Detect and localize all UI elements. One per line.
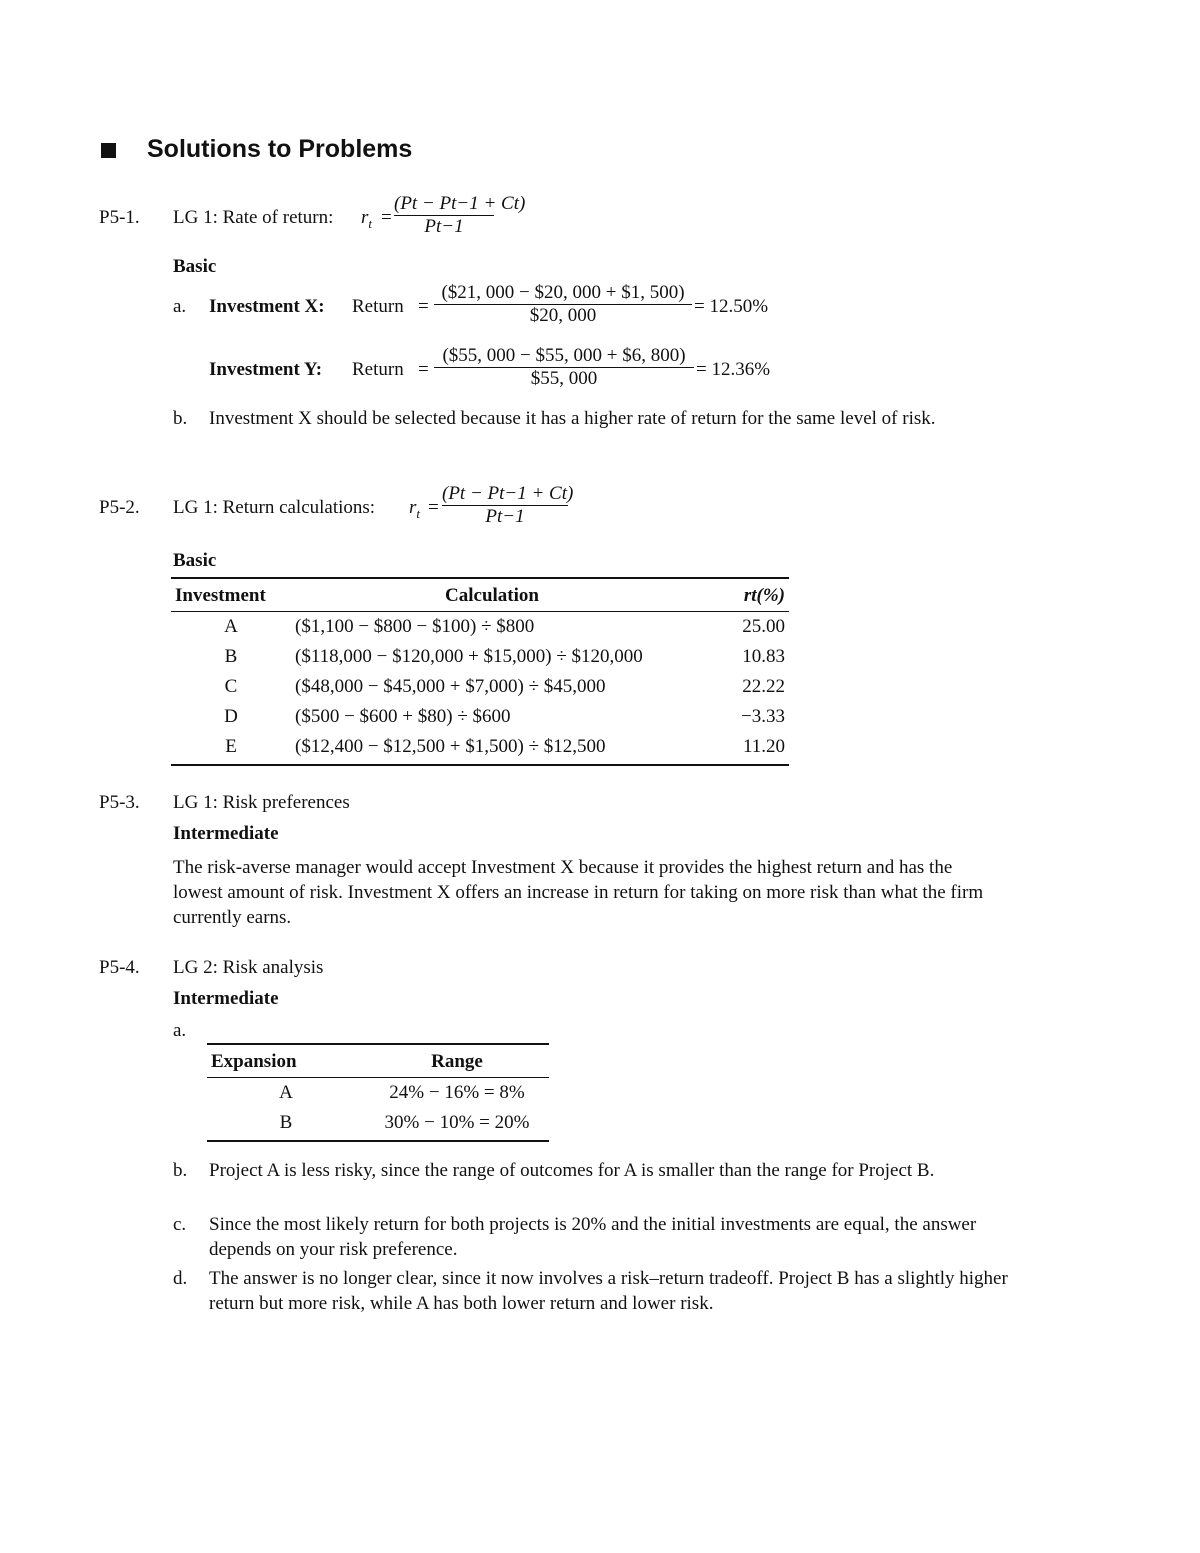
cell-investment: D [224, 705, 238, 727]
header-expansion: Expansion [207, 1044, 365, 1078]
problem-label-p5-4: P5-4. [99, 957, 140, 978]
table-header-row [171, 578, 789, 612]
item-label-a: a. [173, 296, 187, 317]
investment-x-label: Investment X: [209, 296, 325, 317]
item-label-b: b. [173, 408, 188, 429]
cell-return: 25.00 [742, 615, 785, 637]
cell-return: 10.83 [742, 645, 785, 667]
cell-investment: A [224, 615, 238, 637]
problem-label-p5-3: P5-3. [99, 792, 140, 813]
formula-numerator: (Pt − Pt−1 + Ct) [394, 193, 526, 214]
cell-investment: C [224, 675, 238, 697]
investment-y-label: Investment Y: [209, 359, 323, 380]
returns-table [171, 577, 789, 766]
return-word: Return [352, 296, 404, 317]
item-label-a: a. [173, 1020, 187, 1041]
item-label-c: c. [173, 1214, 187, 1235]
formula-fraction [394, 193, 526, 238]
cell-return: 11.20 [742, 735, 785, 757]
item-text-c: Since the most likely return for both projects is 20% and the initial investments are equal, the answer depends on your risk preference. [209, 1214, 977, 1260]
cell-calculation: ($12,400 − $12,500 + $1,500) ÷ $12,500 [295, 735, 606, 757]
p5-3-answer-text: The risk-averse manager would accept Investment X because it provides the highest return and has the lowest amount of risk. Investment X offers an increase in return for taking on more risk than what the firm currently earns. [173, 857, 984, 928]
item-text-b: Investment X should be selected because it has a higher rate of return for the same level of risk. [209, 408, 936, 429]
cell-calculation: ($48,000 − $45,000 + $7,000) ÷ $45,000 [295, 675, 606, 697]
investment-x-result: = 12.50% [694, 296, 769, 317]
table-row [207, 1108, 549, 1141]
return-word: Return [352, 359, 404, 380]
formula-equals: = [381, 207, 392, 228]
investment-x-denominator: $20, 000 [529, 305, 597, 326]
cell-investment: E [225, 735, 237, 757]
investment-y-result: = 12.36% [696, 359, 771, 380]
heading-bullet-icon [101, 142, 116, 164]
range-table [207, 1043, 549, 1142]
table-row [171, 702, 789, 732]
cell-investment: B [224, 645, 238, 667]
item-text-d: The answer is no longer clear, since it now involves a risk–return tradeoff. Project B has a slightly higher return but more risk, while A has both lower return and lower risk. [209, 1268, 1008, 1314]
problem-title-p5-3: LG 1: Risk preferences [173, 792, 350, 813]
problem-title-p5-1: LG 1: Rate of return: [173, 207, 334, 228]
header-investment: Investment [171, 578, 291, 612]
formula-fraction [442, 483, 574, 528]
formula-denominator: Pt−1 [424, 216, 464, 237]
level-label: Basic [173, 550, 217, 571]
item-label-d: d. [173, 1268, 188, 1289]
item-text-b: Project A is less risky, since the range of outcomes for A is smaller than the range for Project B. [209, 1160, 935, 1181]
investment-x-fraction [434, 282, 692, 327]
problem-label-p5-1: P5-1. [99, 207, 140, 228]
header-return: rt(%) [693, 578, 789, 612]
page-title: Solutions to Problems [147, 135, 413, 163]
table-row [171, 732, 789, 765]
formula-lhs: $r_t$ [361, 207, 373, 231]
cell-return: 22.22 [742, 675, 785, 697]
table-row [171, 612, 789, 643]
investment-y-numerator: ($55, 000 − $55, 000 + $6, 800) [442, 345, 686, 366]
investment-x-numerator: ($21, 000 − $20, 000 + $1, 500) [441, 282, 685, 303]
problem-title-p5-4: LG 2: Risk analysis [173, 957, 324, 978]
equals-sign: = [418, 359, 429, 380]
item-label-b: b. [173, 1160, 188, 1181]
formula-lhs: $r_t$ [409, 497, 421, 521]
cell-calculation: ($500 − $600 + $80) ÷ $600 [295, 705, 511, 727]
investment-y-denominator: $55, 000 [530, 368, 598, 389]
cell-range: 30% − 10% = 20% [384, 1111, 530, 1133]
header-calculation: Calculation [291, 578, 693, 612]
level-label: Intermediate [173, 823, 279, 844]
formula-denominator: Pt−1 [485, 506, 525, 527]
table-row [207, 1078, 549, 1109]
cell-expansion: A [279, 1081, 293, 1103]
investment-y-fraction [434, 345, 694, 390]
cell-calculation: ($1,100 − $800 − $100) ÷ $800 [295, 615, 535, 637]
table-header-row [207, 1044, 549, 1078]
cell-range: 24% − 16% = 8% [389, 1081, 525, 1103]
header-range: Range [365, 1044, 549, 1078]
cell-expansion: B [279, 1111, 293, 1133]
level-label: Intermediate [173, 988, 279, 1009]
table-row [171, 672, 789, 702]
level-label: Basic [173, 256, 217, 277]
formula-numerator: (Pt − Pt−1 + Ct) [442, 483, 574, 504]
cell-calculation: ($118,000 − $120,000 + $15,000) ÷ $120,000 [295, 645, 643, 667]
cell-return: −3.33 [741, 705, 785, 727]
table-row [171, 642, 789, 672]
formula-equals: = [428, 497, 439, 518]
problem-title-p5-2: LG 1: Return calculations: [173, 497, 376, 518]
equals-sign: = [418, 296, 429, 317]
problem-label-p5-2: P5-2. [99, 497, 140, 518]
